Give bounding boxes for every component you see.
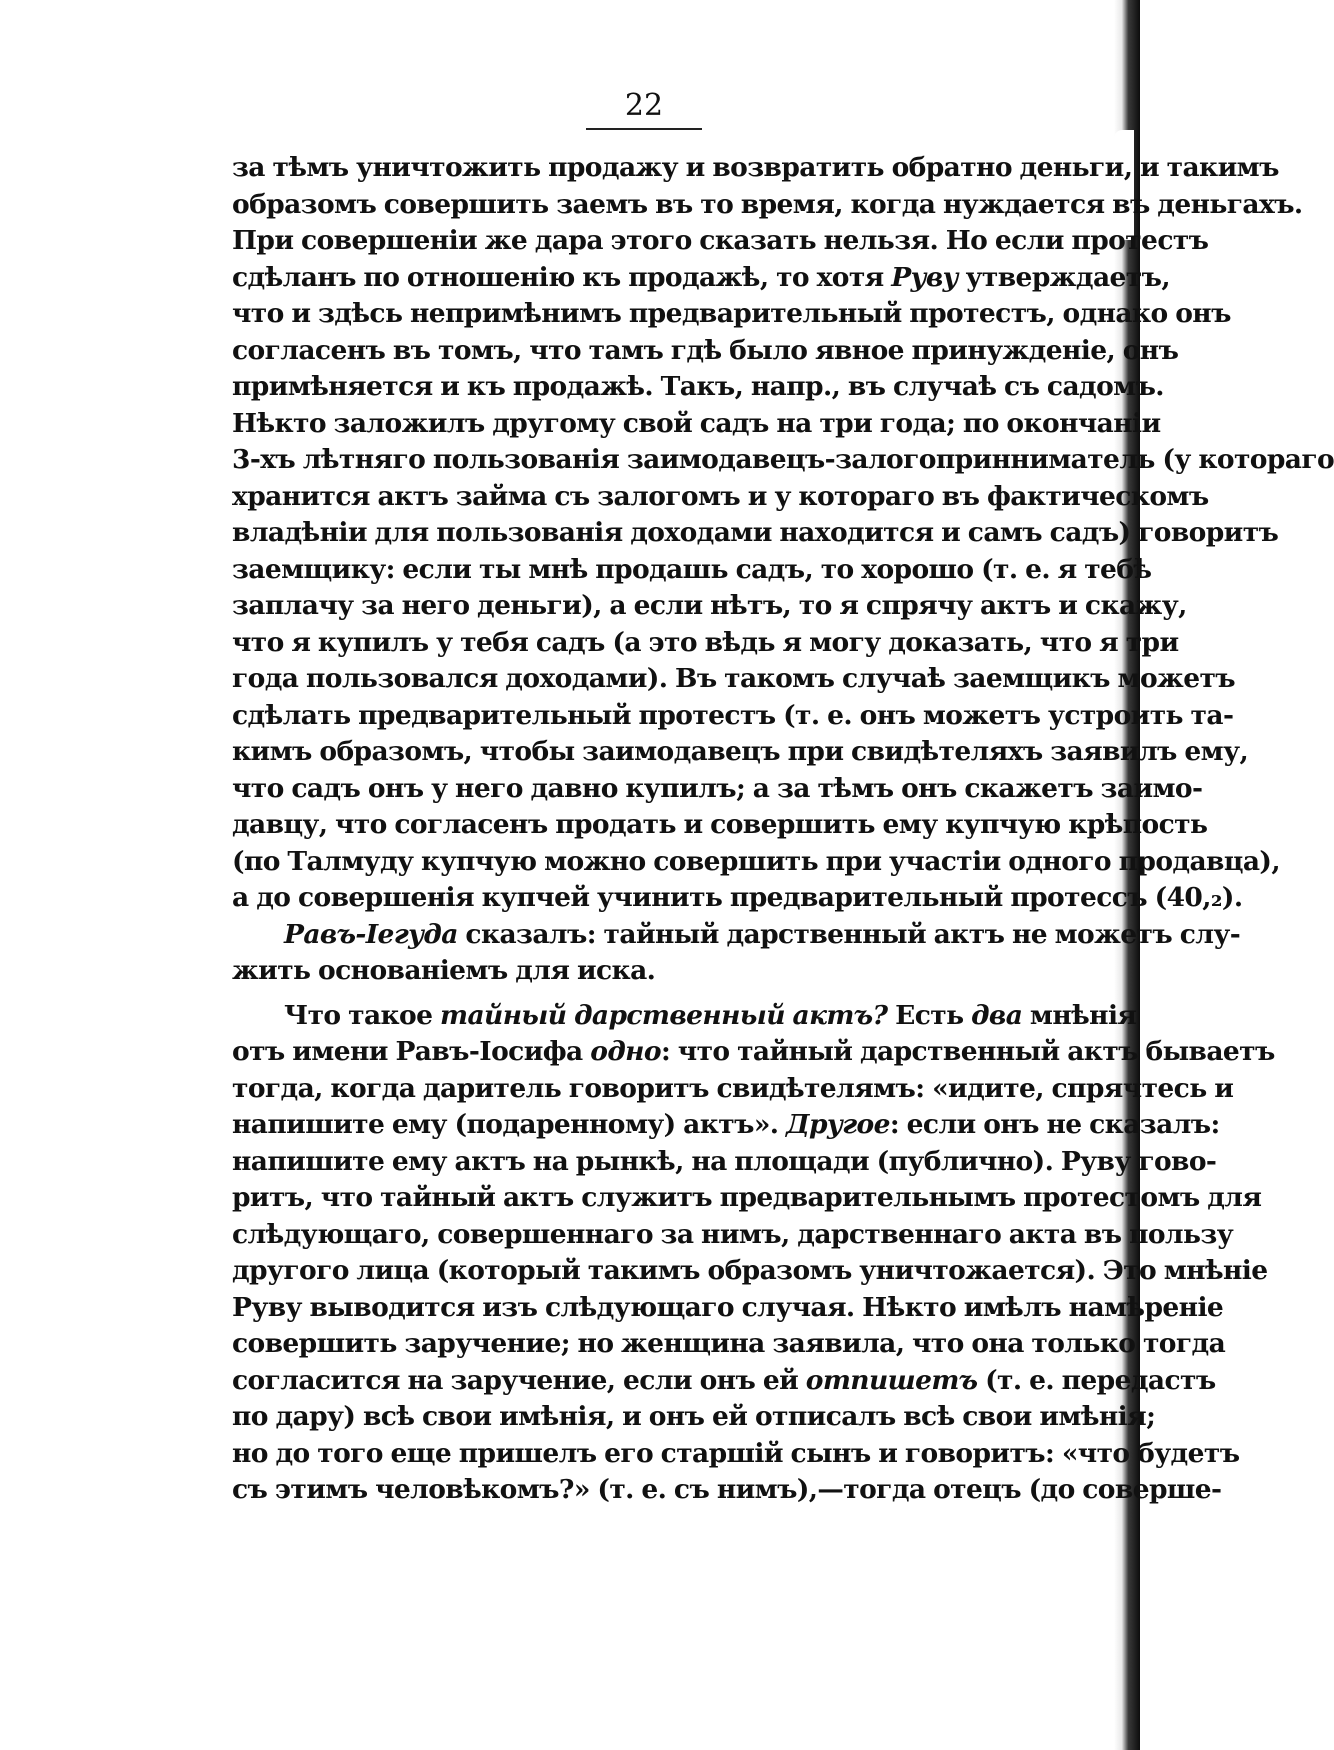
text-line [232, 369, 1164, 406]
text-run: (по Талмуду купчую можно совершить при участіи одного продавца), [232, 845, 1280, 877]
text-line [232, 515, 1279, 552]
text-run: за тѣмъ уничтожить продажу и возвратить обратно деньги, и такимъ [232, 152, 1279, 183]
text-run: хранится актъ займа съ залогомъ и у котораго въ фактическомъ [232, 480, 1209, 512]
text-run: Есть [887, 999, 972, 1031]
page-number: 22 [624, 88, 664, 123]
paragraph-gap [232, 990, 1056, 998]
text-run: другого лица (который такимъ образомъ уничтожается). Это мнѣніе [232, 1255, 1268, 1286]
text-line [232, 998, 1137, 1035]
text-run: Нѣкто заложилъ другому свой садъ на три года; по окончаніи [232, 407, 1161, 439]
text-run: что садъ онъ у него давно купилъ; а за тѣмъ онъ скажетъ заимо- [232, 772, 1203, 804]
italic-term: Руву [891, 261, 958, 293]
text-run: съ этимъ человѣкомъ?» (т. е. съ нимъ),—тогда отецъ (до соверше- [232, 1474, 1222, 1505]
text-run: заплачу за него деньги), а если нѣтъ, то я спрячу актъ и скажу, [232, 590, 1187, 621]
text-line [232, 1180, 1262, 1217]
text-line [232, 1253, 1268, 1290]
text-run: образомъ совершить заемъ въ то время, когда нуждается въ деньгахъ. [232, 188, 1303, 220]
text-run: мнѣнія [1022, 999, 1137, 1031]
text-line [232, 698, 1234, 735]
text-run: согласенъ въ томъ, что тамъ гдѣ было явное принужденіе, онъ [232, 334, 1179, 366]
text-run: по дару) всѣ свои имѣнія, и онъ ей отписалъ всѣ свои имѣнія; [232, 1401, 1156, 1432]
text-run: тогда, когда даритель говоритъ свидѣтелямъ: «идите, спрячтесь и [232, 1072, 1234, 1104]
text-line [232, 661, 1236, 698]
text-run: При совершеніи же дара этого сказать нельзя. Но если протестъ [232, 225, 1209, 256]
text-line [232, 333, 1179, 370]
text-run: 3-хъ лѣтняго пользованія заимодавецъ-залогопринниматель (у котораго [232, 444, 1334, 475]
text-run: года пользовался доходами). Въ такомъ случаѣ заемщикъ можетъ [232, 663, 1236, 694]
text-line [232, 807, 1208, 844]
text-run: : что тайный дарственный актъ бываетъ [660, 1036, 1275, 1067]
text-run: согласится на заручение, если онъ ей [232, 1364, 806, 1396]
document-page [232, 88, 1334, 1509]
text-line [232, 1107, 1220, 1144]
text-run: сдѣланъ по отношенію къ продажѣ, то хотя [232, 261, 892, 293]
text-run: кимъ образомъ, чтобы заимодавецъ при свидѣтеляхъ заявилъ ему, [232, 736, 1249, 767]
text-line [232, 552, 1152, 589]
text-run: отъ имени Равъ-Іосифа [232, 1036, 591, 1067]
text-run: давцу, что согласенъ продать и совершить ему купчую крѣпость [232, 809, 1208, 840]
italic-term: отпишетъ [805, 1364, 978, 1396]
text-run: жить основаніемъ для иска. [232, 955, 656, 986]
text-run: заемщику: если ты мнѣ продашь садъ, то хорошо (т. е. я тебѣ [232, 553, 1152, 585]
text-line [232, 1472, 1222, 1509]
text-line [232, 917, 1241, 954]
text-line [232, 1217, 1234, 1254]
text-line [232, 260, 1170, 297]
text-line [232, 406, 1161, 443]
text-run: напишите ему актъ на рынкѣ, на площади (публично). Руву гово- [232, 1145, 1217, 1177]
text-line [232, 187, 1303, 224]
text-run: но до того еще пришелъ его старшій сынъ и говоритъ: «что будетъ [232, 1437, 1240, 1469]
text-line [232, 1290, 1224, 1327]
text-line [232, 223, 1209, 260]
italic-term: одно [590, 1036, 661, 1067]
text-line [232, 479, 1209, 516]
text-run: (т. е. передастъ [977, 1364, 1216, 1396]
text-run: Что такое [284, 999, 441, 1031]
text-line [232, 1363, 1216, 1400]
text-run: : если онъ не сказалъ: [889, 1109, 1220, 1140]
text-run: сказалъ: тайный дарственный актъ не можетъ слу- [457, 918, 1241, 950]
italic-term: два [971, 999, 1023, 1031]
page-number-rule [586, 128, 702, 130]
text-line [232, 1034, 1275, 1071]
text-line [232, 844, 1280, 881]
text-run: ритъ, что тайный актъ служитъ предварительнымъ протестомъ для [232, 1182, 1262, 1213]
italic-term: Равъ-Іегуда [284, 918, 458, 950]
text-line [232, 734, 1249, 771]
text-run: владѣніи для пользованія доходами находится и самъ садъ) говоритъ [232, 517, 1279, 548]
text-run: а до совершенія купчей учинить предварительный протессъ (40,₂). [232, 882, 1243, 913]
text-line [232, 442, 1334, 479]
italic-term: Другое [786, 1109, 890, 1140]
text-line [232, 1326, 1226, 1363]
scan-edge-notch [1114, 130, 1134, 240]
body-text [232, 150, 1334, 1509]
text-line [232, 1436, 1240, 1473]
text-run: утверждаетъ, [957, 261, 1170, 293]
text-line [232, 150, 1279, 187]
text-run: Руву выводится изъ слѣдующаго случая. Нѣкто имѣлъ намѣреніе [232, 1291, 1224, 1323]
text-line [232, 625, 1179, 662]
text-run: напишите ему (подаренному) актъ». [232, 1109, 787, 1140]
italic-term: тайный дарственный актъ? [440, 999, 888, 1031]
text-run: что и здѣсь непримѣнимъ предварительный протестъ, однако онъ [232, 298, 1231, 329]
text-run: слѣдующаго, совершеннаго за нимъ, дарственнаго акта въ пользу [232, 1218, 1234, 1250]
text-run: сдѣлать предварительный протестъ (т. е. онъ можетъ устроить та- [232, 699, 1234, 731]
text-line [232, 1144, 1217, 1181]
text-line [232, 296, 1231, 333]
text-run: совершить заручение; но женщина заявила, что она только тогда [232, 1328, 1226, 1359]
text-line [232, 880, 1243, 917]
text-line [232, 953, 1056, 990]
text-line [232, 1399, 1156, 1436]
text-run: примѣняется и къ продажѣ. Такъ, напр., въ случаѣ съ садомъ. [232, 371, 1164, 402]
text-line [232, 588, 1187, 625]
text-run: что я купилъ у тебя садъ (а это вѣдь я могу доказать, что я три [232, 626, 1179, 658]
text-line [232, 1071, 1234, 1108]
text-line [232, 771, 1203, 808]
